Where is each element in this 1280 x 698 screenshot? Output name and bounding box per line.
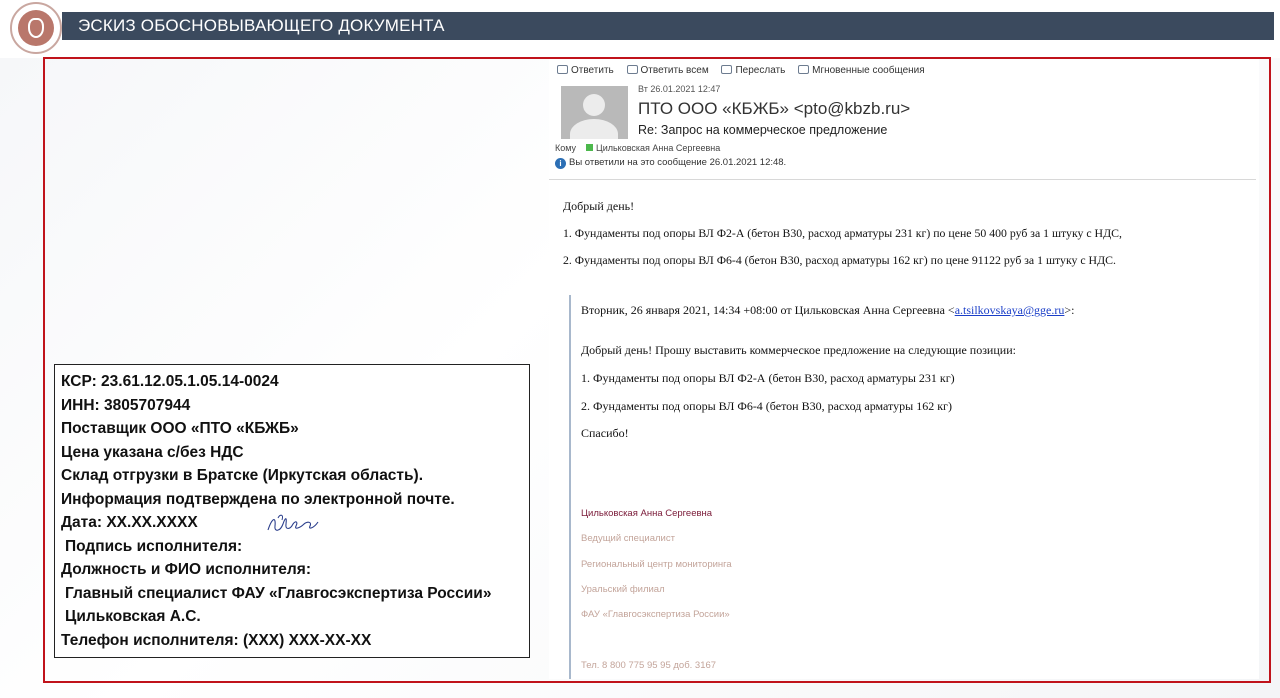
- presence-icon: [586, 144, 593, 151]
- info-inn: ИНН: 3805707944: [61, 396, 191, 414]
- organization-logo: [10, 2, 62, 54]
- info-signature-label: Подпись исполнителя:: [65, 537, 243, 555]
- quote-bar: [569, 295, 571, 679]
- quote-thanks: Спасибо!: [581, 426, 629, 440]
- forward-button[interactable]: [721, 65, 785, 76]
- quote-greeting: Добрый день! Прошу выставить коммерческое предложение на следующие позиции:: [581, 343, 1016, 357]
- info-price-vat: Цена указана с/без НДС: [61, 443, 244, 461]
- info-supplier: Поставщик ООО «ПТО «КБЖБ»: [61, 420, 299, 437]
- quote-header: [581, 303, 1075, 318]
- info-confirmation: Информация подтверждена по электронной почте.: [61, 490, 455, 508]
- info-warehouse: Склад отгрузки в Братске (Иркутская область).: [61, 467, 424, 484]
- reply-item-1: 1. Фундаменты под опоры ВЛ Ф2-А (бетон В30, расход арматуры 231 кг) по цене 50 400 руб за 1 штуку с НДС,: [563, 226, 1122, 240]
- info-position-label: Должность и ФИО исполнителя:: [61, 561, 311, 578]
- reply-all-label: Ответить всем: [640, 65, 709, 76]
- quote-header-prefix: Вторник, 26 января 2021, 14:34 +08:00 от Цильковская Анна Сергеевна <: [581, 303, 955, 317]
- info-position: Главный специалист ФАУ «Главгосэкспертиза России»: [65, 584, 492, 602]
- forward-icon: [721, 65, 732, 74]
- quote-email-link[interactable]: a.tsilkovskaya@gge.ru: [954, 303, 1065, 317]
- email-sender[interactable]: ПТО ООО «КБЖБ» <pto@kbzb.ru>: [638, 99, 911, 118]
- email-subject: Re: Запрос на коммерческое предложение: [638, 123, 888, 137]
- info-icon: i: [555, 158, 566, 169]
- signature-name: Цильковская Анна Сергеевна: [581, 508, 713, 519]
- email-toolbar: [557, 65, 935, 79]
- info-executor-name: Цильковская А.С.: [65, 608, 201, 625]
- email-view: [549, 59, 1259, 679]
- handwritten-signature: [266, 512, 320, 538]
- reply-all-icon: [627, 65, 638, 74]
- reply-greeting: Добрый день!: [563, 199, 635, 213]
- info-date: Дата: ХХ.ХХ.ХХХХ: [61, 514, 198, 531]
- chat-icon: [798, 65, 809, 74]
- quote-item-1: 1. Фундаменты под опоры ВЛ Ф2-А (бетон В30, расход арматуры 231 кг): [581, 371, 955, 385]
- recipient-name[interactable]: Цильковская Анна Сергеевна: [596, 143, 721, 153]
- signature-branch: Уральский филиал: [581, 584, 665, 595]
- email-date: Вт 26.01.2021 12:47: [638, 84, 721, 94]
- recipient-row: [555, 143, 720, 153]
- signature-position: Ведущий специалист: [581, 533, 675, 544]
- reply-icon: [557, 65, 568, 74]
- quote-header-suffix: >:: [1064, 303, 1075, 317]
- quote-item-2: 2. Фундаменты под опоры ВЛ Ф6-4 (бетон В30, расход арматуры 162 кг): [581, 399, 952, 413]
- signature-org: ФАУ «Главгосэкспертиза России»: [581, 609, 730, 620]
- page-title: ЭСКИЗ ОБОСНОВЫВАЮЩЕГО ДОКУМЕНТА: [78, 16, 445, 35]
- replied-text: Вы ответили на это сообщение 26.01.2021 12:48.: [569, 157, 787, 168]
- reply-label: Ответить: [571, 65, 614, 76]
- signature-phone: Тел. 8 800 775 95 95 доб. 3167: [581, 660, 717, 671]
- to-label: Кому: [555, 143, 577, 153]
- reply-item-2: 2. Фундаменты под опоры ВЛ Ф6-4 (бетон В30, расход арматуры 162 кг) по цене 91122 руб за 1 штуку с НДС.: [563, 253, 1116, 267]
- replied-notice: [555, 157, 786, 169]
- reply-all-button[interactable]: [627, 65, 709, 76]
- forward-label: Переслать: [735, 65, 786, 76]
- instant-messages-button[interactable]: [798, 65, 925, 76]
- header-divider: [549, 179, 1256, 180]
- info-ksr: КСР: 23.61.12.05.1.05.14-0024: [61, 373, 279, 390]
- info-phone: Телефон исполнителя: (XXX) XXX-XX-XX: [61, 631, 372, 649]
- sender-avatar: [561, 86, 628, 139]
- signature-dept: Региональный центр мониторинга: [581, 559, 732, 570]
- info-box: [54, 364, 530, 658]
- instant-messages-label: Мгновенные сообщения: [812, 65, 925, 76]
- reply-button[interactable]: [557, 65, 614, 76]
